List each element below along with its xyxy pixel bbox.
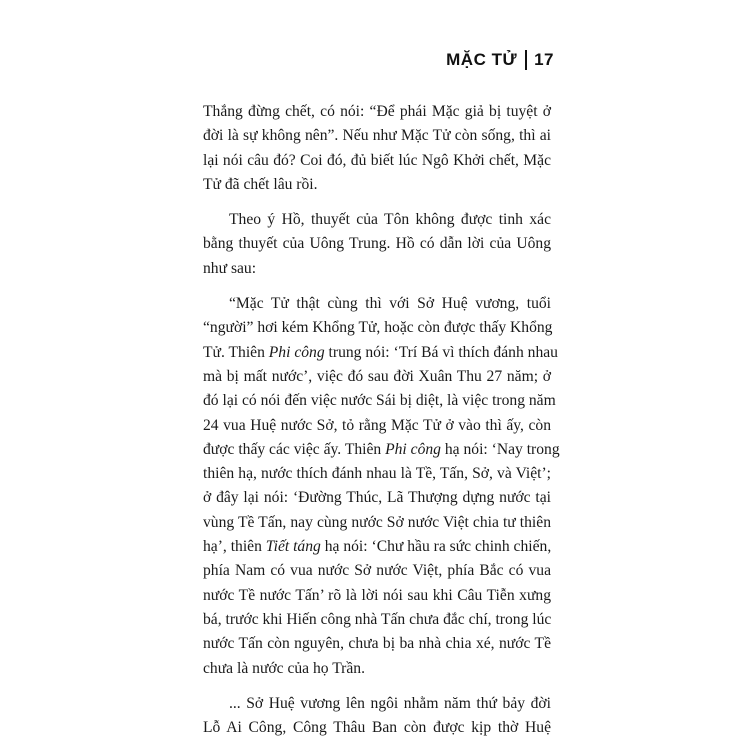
text-line: mà bị mất nước’, việc đó sau đời Xuân Thu 27 năm; ở bbox=[203, 367, 551, 385]
text-line: như sau: bbox=[203, 259, 257, 277]
paragraph-3-quotation bbox=[203, 292, 560, 681]
text-line: đời là sự không nên”. Nếu như Mặc Tử còn sống, thì ai bbox=[203, 127, 551, 145]
paragraph-2 bbox=[203, 208, 551, 281]
text-line bbox=[203, 341, 558, 365]
text-line: thiên hạ, nước thích đánh nhau là Tề, Tấn, Sở, và Việt’; bbox=[203, 465, 551, 483]
text-line: 24 vua Huệ nước Sở, tỏ rằng Mặc Tử ở vào thì ấy, còn bbox=[203, 416, 551, 434]
text-line bbox=[203, 438, 560, 462]
text-line: bằng thuyết của Uông Trung. Hồ có dẫn lời của Uông bbox=[203, 235, 551, 253]
text-line: bá, trước khi Hiến công nhà Tấn chưa đắc chí, trong lúc bbox=[203, 610, 552, 628]
paragraph-4 bbox=[203, 692, 551, 741]
page-number: 17 bbox=[534, 50, 554, 69]
paragraph-1 bbox=[203, 100, 551, 197]
text-segment: hạ nói: ‘Nay trong bbox=[440, 440, 560, 458]
text-line: nước Tấn còn nguyên, chưa bị ba nhà chia xé, nước Tề bbox=[203, 635, 551, 653]
text-line: ở đây lại nói: ‘Đường Thúc, Lã Thượng dựng nước tại bbox=[203, 489, 551, 507]
work-title-italic: Tiết táng bbox=[265, 538, 321, 556]
text-segment: trung nói: ‘Trí Bá vì thích đánh nhau bbox=[324, 343, 558, 361]
text-line: nước Tề nước Tấn’ rõ là lời nói sau khi Câu Tiễn xưng bbox=[203, 586, 551, 604]
text-segment: hạ nói: ‘Chư hầu ra sức chinh chiến, bbox=[320, 538, 552, 556]
text-line: Theo ý Hồ, thuyết của Tôn không được tinh xác bbox=[229, 211, 551, 229]
text-line: chưa là nước của họ Trần. bbox=[203, 659, 365, 677]
text-line: phía Nam có vua nước Sở nước Việt, phía Bắc có vua bbox=[203, 562, 551, 580]
text-line: “Mặc Tử thật cùng thì với Sở Huệ vương, tuổi bbox=[229, 295, 551, 313]
body-text bbox=[203, 100, 560, 740]
text-line: Tử đã chết lâu rồi. bbox=[203, 175, 318, 193]
text-line: Lỗ Ai Công, Công Thâu Ban còn được kịp thờ Huệ bbox=[203, 719, 551, 737]
running-head bbox=[446, 50, 554, 70]
text-line: Thắng đừng chết, có nói: “Để phái Mặc giả bị tuyệt ở bbox=[203, 103, 551, 120]
text-line: ... Sở Huệ vương lên ngôi nhằm năm thứ bảy đời bbox=[229, 694, 551, 712]
running-head-title: MẶC TỬ bbox=[446, 50, 518, 69]
text-segment: Tử. Thiên bbox=[203, 343, 269, 361]
text-segment: được thấy các việc ấy. Thiên bbox=[203, 440, 386, 458]
text-line bbox=[203, 535, 551, 559]
text-line: đó lại có nói đến việc nước Sái bị diệt, là việc trong năm bbox=[203, 392, 556, 410]
work-title-italic: Phi công bbox=[385, 440, 441, 458]
text-line: lại nói câu đó? Coi đó, đủ biết lúc Ngô Khởi chết, Mặc bbox=[203, 151, 551, 169]
text-line: vùng Tề Tấn, nay cùng nước Sở nước Việt chia tư thiên bbox=[203, 513, 551, 531]
text-line: “người” hơi kém Khổng Tử, hoặc còn được thấy Khổng bbox=[203, 319, 553, 337]
work-title-italic: Phi công bbox=[268, 343, 325, 361]
running-head-separator bbox=[525, 50, 527, 70]
text-segment: hạ’, thiên bbox=[203, 538, 266, 556]
